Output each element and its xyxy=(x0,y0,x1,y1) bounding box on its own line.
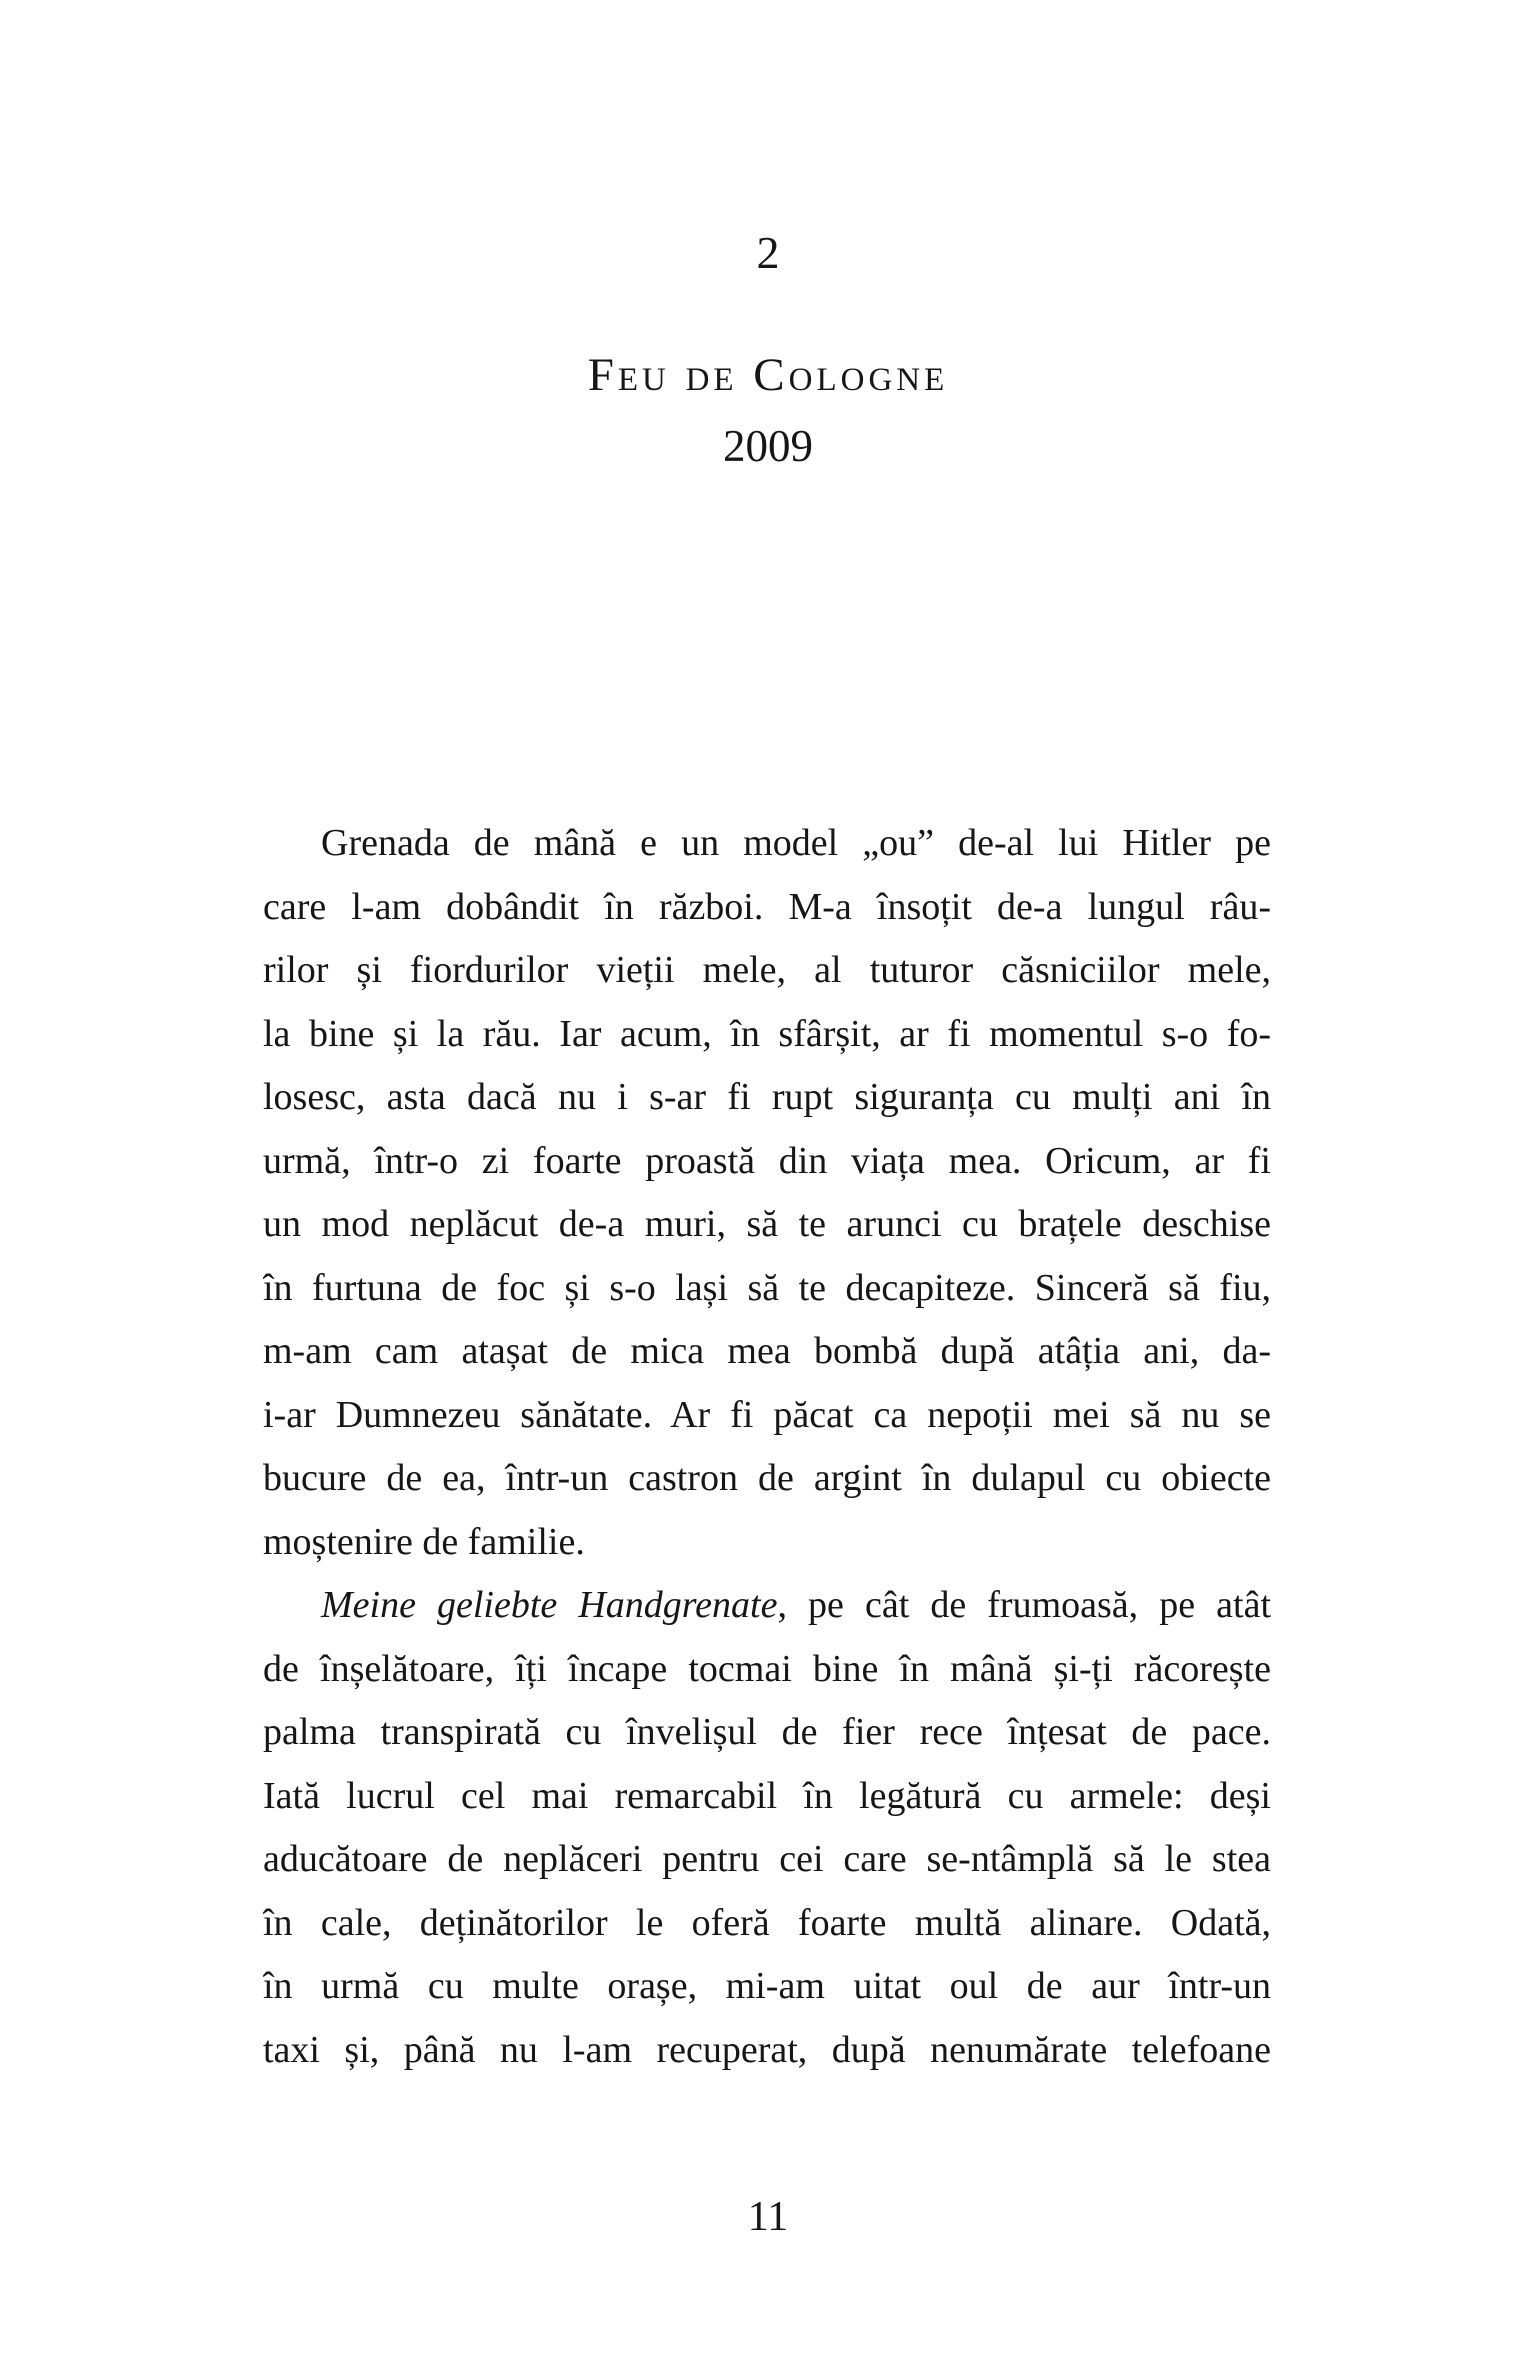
chapter-year: 2009 xyxy=(723,421,813,471)
text-line: Iată lucrul cel mai remarcabil în legătură cu armele: deși xyxy=(263,1774,1271,1817)
text-line: de înșelătoare, îți încape tocmai bine în mână și-ți răcorește xyxy=(263,1647,1271,1690)
text-line xyxy=(263,1574,1271,1638)
text-line: în cale, deținătorilor le oferă foarte multă alinare. Odată, xyxy=(263,1901,1271,1944)
text-line: care l-am dobândit în război. M-a însoțit de-a lungul râu- xyxy=(263,885,1271,928)
text-line: aducătoare de neplăceri pentru cei care se-ntâmplă să le stea xyxy=(263,1838,1271,1880)
text-line: bucure de ea, într-un castron de argint în dulapul cu obiecte xyxy=(263,1457,1271,1499)
text-line: palma transpirată cu învelișul de fier rece înțesat de pace. xyxy=(263,1711,1271,1753)
text-line: în urmă cu multe orașe, mi-am uitat oul de aur într-un xyxy=(263,1965,1271,2007)
page-number: 11 xyxy=(747,2194,789,2240)
text-line: m-am cam atașat de mica mea bombă după atâția ani, da- xyxy=(263,1330,1271,1372)
chapter-title: Feu de Cologne xyxy=(587,349,949,401)
text-line: la bine și la rău. Iar acum, în sfârșit, ar fi momentul s-o fo- xyxy=(263,1012,1271,1055)
foreign-phrase-italic: Meine geliebte Handgrenate xyxy=(321,1584,778,1626)
text-line: Grenada de mână e un model „ou” de-al lui Hitler pe xyxy=(321,822,1271,864)
text-line: urmă, într-o zi foarte proastă din viața mea. Oricum, ar fi xyxy=(263,1139,1271,1182)
text-line: taxi și, până nu l-am recuperat, după nenumărate telefoane xyxy=(263,2028,1271,2071)
body-text xyxy=(263,812,1271,2082)
text-line-rest: , pe cât de frumoasă, pe atât xyxy=(777,1584,1271,1626)
text-line: un mod neplăcut de-a muri, să te arunci cu brațele deschise xyxy=(263,1203,1271,1245)
text-line: moștenire de familie. xyxy=(263,1520,585,1563)
text-line: în furtuna de foc și s-o lași să te decapiteze. Sinceră să fiu, xyxy=(263,1266,1271,1309)
paragraph-2 xyxy=(263,1574,1271,2082)
paragraph-1 xyxy=(263,812,1271,1574)
text-line: losesc, asta dacă nu i s-ar fi rupt siguranța cu mulți ani în xyxy=(263,1076,1271,1118)
text-line: i-ar Dumnezeu sănătate. Ar fi păcat ca nepoții mei să nu se xyxy=(263,1393,1271,1436)
chapter-number: 2 xyxy=(756,227,780,278)
text-line: rilor și fiordurilor vieții mele, al tuturor căsniciilor mele, xyxy=(263,949,1271,991)
